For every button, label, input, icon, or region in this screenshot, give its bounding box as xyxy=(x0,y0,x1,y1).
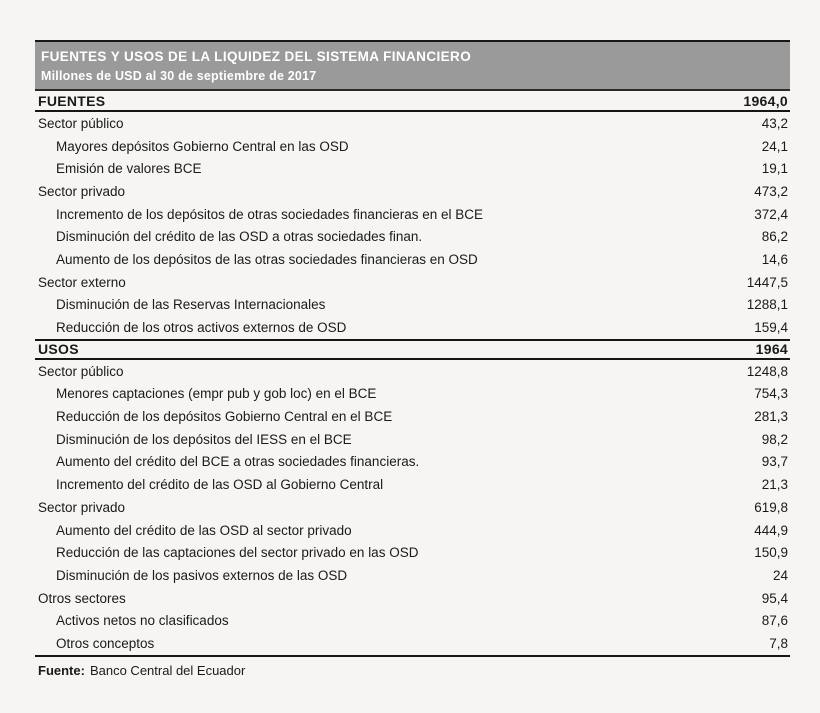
row-value: 281,3 xyxy=(754,409,788,425)
section-header-usos xyxy=(35,339,790,360)
row-value: 444,9 xyxy=(754,522,788,538)
row-label: Menores captaciones (empr pub y gob loc) en el BCE xyxy=(56,386,377,402)
row-label: Aumento del crédito del BCE a otras sociedades financieras. xyxy=(56,454,420,470)
row-label: Reducción de los depósitos Gobierno Central en el BCE xyxy=(56,409,393,425)
row-value: 473,2 xyxy=(754,183,788,199)
source-text: Banco Central del Ecuador xyxy=(89,662,246,678)
table-row xyxy=(35,360,790,383)
row-value: 1248,8 xyxy=(746,363,788,379)
row-label: Sector público xyxy=(38,115,124,131)
row-label: Disminución del crédito de las OSD a otras sociedades finan. xyxy=(56,229,423,245)
table-row xyxy=(35,428,790,451)
row-value: 93,7 xyxy=(761,454,788,470)
table-row xyxy=(35,225,790,248)
table-row xyxy=(35,316,790,339)
row-value: 43,2 xyxy=(761,115,788,131)
row-value: 14,6 xyxy=(761,251,788,267)
row-label: Sector público xyxy=(38,363,124,379)
section-rows-fuentes xyxy=(35,112,790,339)
row-value: 86,2 xyxy=(761,229,788,245)
liquidity-table xyxy=(35,40,790,678)
table-row xyxy=(35,632,790,655)
row-label: Aumento del crédito de las OSD al sector privado xyxy=(56,522,352,538)
row-label: Disminución de los pasivos externos de las OSD xyxy=(56,567,348,583)
row-label: Sector externo xyxy=(38,274,126,290)
table-row xyxy=(35,112,790,135)
row-label: Disminución de las Reservas Internacionales xyxy=(56,297,326,313)
row-value: 95,4 xyxy=(761,590,788,606)
row-value: 7,8 xyxy=(769,635,788,651)
source-note xyxy=(35,655,790,678)
row-value: 1288,1 xyxy=(746,297,788,313)
row-label: Sector privado xyxy=(38,183,126,199)
row-value: 754,3 xyxy=(754,386,788,402)
row-label: Reducción de las captaciones del sector privado en las OSD xyxy=(56,545,419,561)
section-header-fuentes xyxy=(35,91,790,112)
section-title: USOS xyxy=(38,341,79,358)
section-title: FUENTES xyxy=(38,92,106,109)
table-subtitle: Millones de USD al 30 de septiembre de 2017 xyxy=(41,69,317,83)
row-label: Sector privado xyxy=(38,499,126,515)
row-value: 21,3 xyxy=(761,477,788,493)
table-title-bar xyxy=(35,42,790,91)
row-label: Disminución de los depósitos del IESS en el BCE xyxy=(56,431,352,447)
row-value: 19,1 xyxy=(761,161,788,177)
section-rows-usos xyxy=(35,360,790,655)
table-row xyxy=(35,271,790,294)
row-value: 24,1 xyxy=(761,138,788,154)
row-value: 24 xyxy=(772,567,788,583)
table-row xyxy=(35,383,790,406)
row-value: 98,2 xyxy=(761,431,788,447)
table-row xyxy=(35,157,790,180)
table-row xyxy=(35,451,790,474)
row-label: Otros sectores xyxy=(38,590,126,606)
table-row xyxy=(35,405,790,428)
row-value: 87,6 xyxy=(761,613,788,629)
table-row xyxy=(35,496,790,519)
row-value: 619,8 xyxy=(754,499,788,515)
table-row xyxy=(35,519,790,542)
row-value: 159,4 xyxy=(754,320,788,336)
table-title: FUENTES Y USOS DE LA LIQUIDEZ DEL SISTEMA FINANCIERO xyxy=(41,49,472,64)
row-label: Mayores depósitos Gobierno Central en las OSD xyxy=(56,138,349,154)
row-label: Reducción de los otros activos externos de OSD xyxy=(56,320,347,336)
table-row xyxy=(35,180,790,203)
table-row xyxy=(35,541,790,564)
row-label: Incremento de los depósitos de otras sociedades financieras en el BCE xyxy=(56,206,483,222)
table-row xyxy=(35,294,790,317)
table-row xyxy=(35,609,790,632)
table-row xyxy=(35,135,790,158)
row-label: Emisión de valores BCE xyxy=(56,161,202,177)
table-row xyxy=(35,587,790,610)
section-total: 1964,0 xyxy=(743,92,788,109)
row-label: Aumento de los depósitos de las otras sociedades financieras en OSD xyxy=(56,251,478,267)
table-row xyxy=(35,473,790,496)
row-label: Otros conceptos xyxy=(56,635,155,651)
table-row xyxy=(35,203,790,226)
table-row xyxy=(35,248,790,271)
row-label: Incremento del crédito de las OSD al Gobierno Central xyxy=(56,477,384,493)
row-label: Activos netos no clasificados xyxy=(56,613,229,629)
row-value: 150,9 xyxy=(754,545,788,561)
table-row xyxy=(35,564,790,587)
row-value: 372,4 xyxy=(754,206,788,222)
section-total: 1964 xyxy=(755,341,788,358)
row-value: 1447,5 xyxy=(746,274,788,290)
source-label: Fuente: xyxy=(38,662,85,678)
